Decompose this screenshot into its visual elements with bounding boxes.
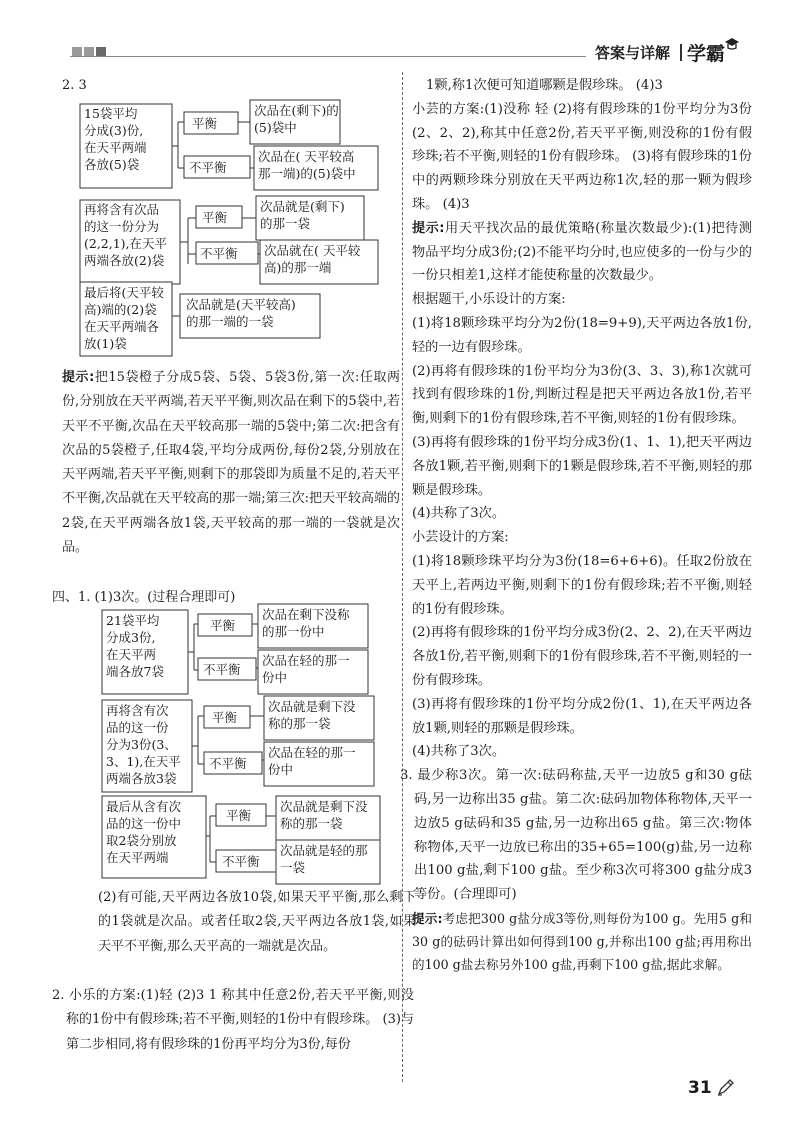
flow2-out-2b [268,744,356,778]
flow-box-line: 那一端)的(5)袋中 [258,166,356,181]
flow-box-line: 高)的那一端 [264,260,332,275]
flow2-out-2a [268,698,356,732]
flow-box-line: 次品就是剩下没 [280,799,368,814]
flow2-out-1a [262,606,350,640]
flow-box-line: 分成3份, [106,630,156,645]
flow-box-line: 的这一份分为 [84,219,160,234]
flow2-branch-unbalanced-1: 不平衡 [203,662,241,677]
right-column [400,74,752,976]
flow2-branch-unbalanced-2: 不平衡 [209,756,247,771]
flow-box-line: 高)端的(2)袋 [84,302,157,317]
r-p9: (1)将18颗珍珠平均分为3份(18=6+6+6)。任取2份放在天平上,若两边平衡,则剩下的1份有假珍珠;若不平衡,则轻的1份有假珍珠。 [412,553,752,617]
flow2-branch-balanced-3: 平衡 [226,808,252,823]
section4-label: 四、1. (1)3次。(过程合理即可) [52,590,236,605]
r-p3: 根据题干,小乐设计的方案: [412,292,566,308]
flow-box-line: 称的那一袋 [268,716,331,731]
flow2-start-2 [106,702,181,787]
tip3-text: 考虑把300 g盐分成3等份,则每份为100 g。先用5 g和30 g的砝码计算出如何得到100 g,并称出100 g盐;再用称出的100 g盐去称另外100 g盐,再剩下100 g盐,据此求解。 [412,910,752,972]
r-p12: (4)共称了3次。 [412,744,506,760]
flow-box-line: 各放(5)袋 [84,157,140,172]
tip3-label: 提示: [412,910,443,926]
flow-box-line: 次品就在( 天平较 [264,243,361,258]
q2-xiaole-plan: 2. 小乐的方案:(1)轻 (2)3 1 称其中任意2份,若天平平衡,则没称的1份中有假珍珠;若不平衡,则轻的1份中有假珍珠。 (3)与第二步相同,将有假珍珠的1份再平均分为3份,每份 [52,988,414,1052]
flow-box-line: 两端各放(2)袋 [84,253,165,268]
flow-box-line: 放(1)袋 [84,336,127,351]
flow-box-line: 再将含有次 [106,703,169,718]
flow-box-line: 次品在轻的那一 [268,745,356,760]
flow-box-line: 在天平两 [106,647,157,662]
flow2-out-3b [280,842,368,876]
r-p2: 小芸的方案:(1)没称 轻 (2)将有假珍珠的1份平均分为3份(2、2、2),称其中任意2份,若天平平衡,则没称的1份有假珍珠;若不平衡,则轻的1份有假珍珠。 (3)将有假珍珠的1份中的两颗珍珠分别放在天平两边称1次,轻的那一颗为假珍珠。 (4)3 [412,101,752,212]
flow-box-line: 次品就是(剩下) [260,199,345,214]
flow-box-line: 取2袋分别放 [106,833,177,848]
flow-box-line: 的那一份中 [262,624,325,639]
q2-label: 2. 3 [62,78,87,93]
flow-box-line: 次品在轻的那一 [262,653,350,668]
flow-box-line: 在天平两端 [106,850,169,865]
flow-box-line: 次品在( 天平较高 [258,149,355,164]
r-p10: (2)再将有假珍珠的1份平均分成3份(2、2、2),在天平两边各放1份,若平衡,则剩下的1份有假珍珠,若不平衡,则轻的一份有假珍珠。 [412,625,752,688]
flow-box-line: 分成(3)份, [84,123,144,138]
flow-box-line: 称的那一袋 [280,816,343,831]
header-brand: 学霸 [687,43,726,65]
flow-box-line: 最后将(天平较 [84,285,164,300]
flow2-out-1b [262,652,350,686]
flow-box-line: 两端各放3袋 [106,771,177,786]
left-column [52,0,416,1130]
flow-box-line: 的那一袋 [260,216,311,231]
flow2-start-1 [106,612,164,680]
flow-box-line: 一袋 [280,860,306,875]
flow-box-line: 3、1),在天平 [106,754,181,769]
header-title: 答案与详解 [595,44,671,62]
flow-box-line: 最后从含有次 [106,799,182,814]
flow2-branch-balanced-1: 平衡 [210,618,236,633]
flow-box-line: (5)袋中 [254,120,297,135]
flow1-branch-balanced-2: 平衡 [202,210,228,225]
flow2-out-3a [280,798,368,832]
flow-box-line: 次品就是轻的那 [280,843,368,858]
flow-box-line: 次品在(剩下)的 [254,103,339,118]
tip3 [412,907,752,976]
flowchart-2-lines [62,0,402,1130]
flow1-branch-unbalanced-1: 不平衡 [189,160,227,175]
q1-part2: (2)有可能,天平两边各放10袋,如果天平平衡,那么剩下的1袋就是次品。或者任取2袋,天平两边各放1袋,如果天平不平衡,那么天平高的一端就是次品。 [98,890,416,954]
flow-box-line: 次品在剩下没称 [262,607,350,622]
r-p6: (3)再将有假珍珠的1份平均分成3份(1、1、1),把天平两边各放1颗,若平衡,则剩下的1颗是假珍珠,若不平衡,则轻的那颗是假珍珠。 [412,434,752,498]
flow2-start-3 [106,798,181,866]
r-p8: 小芸设计的方案: [412,530,509,546]
flow-box-line: 品的这一份 [106,720,169,735]
pencil-icon [716,1077,736,1097]
header-separator [680,44,682,61]
r-p1: 1颗,称1次便可知道哪颗是假珍珠。 (4)3 [426,78,663,93]
flow-box-line: 份中 [268,762,294,777]
r-p4: (1)将18颗珍珠平均分为2份(18=9+9),天平两边各放1份,轻的一边有假珍珠。 [412,315,752,355]
tip1-label: 提示: [62,370,95,385]
tip2-label: 提示: [412,220,445,236]
tip2-text: 用天平找次品的最优策略(称量次数最少):(1)把待测物品平均分成3份;(2)不能平均分时,也应使多的一份与少的一份只相差1,这样才能使称量的次数最少。 [412,220,752,284]
page-number: 31 [688,1078,712,1098]
flow-box-line: 品的这一份中 [106,816,182,831]
flow1-branch-balanced-1: 平衡 [192,116,218,131]
r-p5: (2)再将有假珍珠的1份平均分为3份(3、3、3),称1次就可找到有假珍珠的1份,判断过程是把天平两边各放1份,若平衡,则剩下的1份有假珍珠,若不平衡,则轻的1份有假珍珠。 [412,363,752,427]
flow1-branch-unbalanced-2: 不平衡 [200,246,238,261]
flow-box-line: (2,2,1),在天平 [84,236,168,251]
flow-box-line: 份中 [262,670,288,685]
flow-box-line: 21袋平均 [106,613,160,628]
flow-box-line: 分为3份(3、 [106,737,177,752]
flow-box-line: 端各放7袋 [106,664,164,679]
tip1-text: 把15袋橙子分成5袋、5袋、5袋3份,第一次:任取两份,分别放在天平两端,若天平平衡,则次品在剩下的5袋中,若天平不平衡,次品在天平较高那一端的5袋中;第二次:把含有次品的5袋橙子,任取4袋,平均分成两份,每份2袋,分别放在天平两端,若天平平衡,则剩下的那袋即为质量不足的,若天平不平衡,次品就在天平较高的那一端;第三次:把天平较高端的2袋,在天平两端各放1袋,天平较高的那一端的一袋就是次品。 [62,370,401,556]
r-p11: (3)再将有假珍珠的1份平均分成2份(1、1),在天平两边各放1颗,则轻的那颗是假珍珠。 [412,696,752,736]
flow-box-line: 15袋平均 [84,106,138,121]
flow-box-line: 在天平两端各 [84,319,160,334]
flow-box-line: 再将含有次品 [84,202,160,217]
flow2-branch-balanced-2: 平衡 [212,710,238,725]
flow-box-line: 在天平两端 [84,140,147,155]
r-p7: (4)共称了3次。 [412,506,506,522]
flow2-branch-unbalanced-3: 不平衡 [222,854,260,869]
q3-answer: 3. 最少称3次。第一次:砝码称盐,天平一边放5 g和30 g砝码,另一边称出35 g盐。第二次:砝码加物体称物体,天平一边放5 g砝码和35 g盐,另一边称出65 g盐。第三次:物体称物体,天平一边放已称出的35+65=100(g)盐,另一边称出100 g盐,剩下100 g盐。至少称3次可将300 g盐分成3等份。(合理即可) [400,768,752,903]
flow-box-line: 的那一端的一袋 [186,314,274,329]
flow-box-line: 次品就是剩下没 [268,699,356,714]
tip2 [412,217,752,288]
flow-box-line: 次品就是(天平较高) [186,297,296,312]
graduation-cap-icon [724,36,740,52]
